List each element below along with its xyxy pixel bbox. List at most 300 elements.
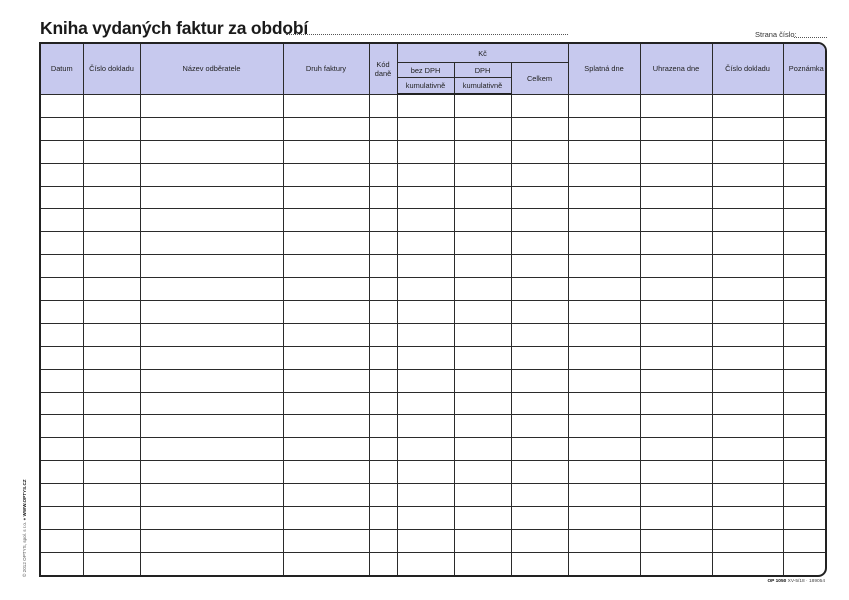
table-cell[interactable] — [83, 529, 140, 552]
table-cell[interactable] — [41, 209, 83, 232]
table-cell[interactable] — [454, 529, 511, 552]
table-cell[interactable] — [640, 301, 712, 324]
table-cell[interactable] — [568, 346, 640, 369]
table-row — [41, 140, 827, 163]
table-row — [41, 117, 827, 140]
table-cell[interactable] — [712, 484, 783, 507]
table-cell[interactable] — [283, 461, 369, 484]
table-cell[interactable] — [783, 117, 827, 140]
table-cell[interactable] — [41, 232, 83, 255]
table-cell[interactable] — [140, 140, 283, 163]
table-cell[interactable] — [283, 484, 369, 507]
table-cell[interactable] — [568, 94, 640, 117]
table-cell[interactable] — [41, 529, 83, 552]
table-cell[interactable] — [454, 369, 511, 392]
table-cell[interactable] — [511, 163, 568, 186]
table-cell[interactable] — [454, 232, 511, 255]
table-cell[interactable] — [511, 186, 568, 209]
table-cell[interactable] — [41, 346, 83, 369]
table-cell[interactable] — [369, 163, 397, 186]
table-cell[interactable] — [511, 209, 568, 232]
col-header-druh-faktury: Druh faktury — [283, 44, 369, 94]
table-cell[interactable] — [454, 117, 511, 140]
table-cell[interactable] — [511, 438, 568, 461]
table-cell[interactable] — [41, 507, 83, 530]
table-cell[interactable] — [454, 346, 511, 369]
table-cell[interactable] — [140, 232, 283, 255]
table-cell[interactable] — [41, 255, 83, 278]
table-cell[interactable] — [783, 163, 827, 186]
table-cell[interactable] — [369, 255, 397, 278]
table-cell[interactable] — [568, 140, 640, 163]
table-cell[interactable] — [454, 209, 511, 232]
table-cell[interactable] — [283, 507, 369, 530]
table-cell[interactable] — [568, 461, 640, 484]
table-cell[interactable] — [140, 94, 283, 117]
table-cell[interactable] — [83, 278, 140, 301]
table-cell[interactable] — [783, 255, 827, 278]
table-cell[interactable] — [712, 255, 783, 278]
table-cell[interactable] — [397, 255, 454, 278]
table-body — [41, 94, 827, 575]
table-cell[interactable] — [41, 392, 83, 415]
col-group-kc: Kč — [397, 44, 568, 63]
col-header-poznamka: Poznámka — [783, 44, 827, 94]
table-cell[interactable] — [640, 278, 712, 301]
table-cell[interactable] — [41, 323, 83, 346]
table-cell[interactable] — [783, 461, 827, 484]
table-cell[interactable] — [712, 438, 783, 461]
form-code-version: XV-5/18 · 189054 — [787, 579, 825, 584]
table-cell[interactable] — [640, 94, 712, 117]
table-cell[interactable] — [783, 94, 827, 117]
table-cell[interactable] — [283, 369, 369, 392]
table-cell[interactable] — [783, 140, 827, 163]
table-cell[interactable] — [283, 552, 369, 574]
table-cell[interactable] — [783, 232, 827, 255]
table-cell[interactable] — [568, 232, 640, 255]
table-cell[interactable] — [511, 484, 568, 507]
table-cell[interactable] — [511, 301, 568, 324]
side-credit — [22, 479, 27, 577]
form-code — [767, 579, 825, 584]
table-cell[interactable] — [783, 209, 827, 232]
table-cell[interactable] — [568, 529, 640, 552]
table-cell[interactable] — [83, 346, 140, 369]
table-cell[interactable] — [140, 438, 283, 461]
table-cell[interactable] — [454, 278, 511, 301]
table-cell[interactable] — [712, 94, 783, 117]
table-cell[interactable] — [397, 163, 454, 186]
table-cell[interactable] — [369, 529, 397, 552]
table-cell[interactable] — [369, 369, 397, 392]
table-cell[interactable] — [283, 415, 369, 438]
table-cell[interactable] — [511, 117, 568, 140]
table-cell[interactable] — [397, 323, 454, 346]
table-cell[interactable] — [140, 255, 283, 278]
table-cell[interactable] — [712, 415, 783, 438]
table-cell[interactable] — [712, 507, 783, 530]
table-cell[interactable] — [83, 415, 140, 438]
table-cell[interactable] — [640, 209, 712, 232]
table-row — [41, 186, 827, 209]
table-cell[interactable] — [283, 346, 369, 369]
table-cell[interactable] — [140, 209, 283, 232]
table-cell[interactable] — [283, 140, 369, 163]
page-number-label: Strana číslo: — [755, 30, 797, 39]
table-cell[interactable] — [568, 369, 640, 392]
table-cell[interactable] — [640, 346, 712, 369]
table-cell[interactable] — [454, 438, 511, 461]
table-cell[interactable] — [783, 323, 827, 346]
table-cell[interactable] — [783, 186, 827, 209]
table-cell[interactable] — [41, 415, 83, 438]
table-cell[interactable] — [712, 301, 783, 324]
table-cell[interactable] — [369, 484, 397, 507]
table-cell[interactable] — [83, 507, 140, 530]
table-cell[interactable] — [140, 163, 283, 186]
table-cell[interactable] — [283, 117, 369, 140]
table-cell[interactable] — [511, 507, 568, 530]
table-cell[interactable] — [397, 117, 454, 140]
table-cell[interactable] — [511, 94, 568, 117]
col-header-celkem: Celkem — [511, 63, 568, 95]
page-number-fill-line — [794, 37, 827, 38]
table-cell[interactable] — [712, 346, 783, 369]
table-cell[interactable] — [568, 323, 640, 346]
table-cell[interactable] — [41, 301, 83, 324]
table-cell[interactable] — [83, 209, 140, 232]
table-row — [41, 369, 827, 392]
table-cell[interactable] — [568, 392, 640, 415]
table-cell[interactable] — [783, 507, 827, 530]
table-cell[interactable] — [783, 392, 827, 415]
table-cell[interactable] — [454, 163, 511, 186]
table-cell[interactable] — [41, 369, 83, 392]
table-cell[interactable] — [454, 461, 511, 484]
website-text: WWW.OPTYS.CZ — [22, 479, 27, 517]
table-cell[interactable] — [397, 461, 454, 484]
table-cell[interactable] — [640, 369, 712, 392]
table-cell[interactable] — [640, 323, 712, 346]
table-cell[interactable] — [83, 94, 140, 117]
table-row — [41, 278, 827, 301]
table-cell[interactable] — [640, 415, 712, 438]
table-cell[interactable] — [454, 301, 511, 324]
table-cell[interactable] — [397, 94, 454, 117]
table-cell[interactable] — [511, 346, 568, 369]
table-cell[interactable] — [140, 369, 283, 392]
table-cell[interactable] — [783, 484, 827, 507]
table-cell[interactable] — [640, 117, 712, 140]
table-cell[interactable] — [140, 529, 283, 552]
table-cell[interactable] — [712, 163, 783, 186]
table-cell[interactable] — [83, 186, 140, 209]
col-header-nazev-odberatele: Název odběratele — [140, 44, 283, 94]
table-cell[interactable] — [454, 255, 511, 278]
table-cell[interactable] — [783, 278, 827, 301]
table-cell[interactable] — [454, 323, 511, 346]
table-cell[interactable] — [568, 278, 640, 301]
table-row — [41, 484, 827, 507]
table-cell[interactable] — [640, 461, 712, 484]
table-cell[interactable] — [83, 301, 140, 324]
table-cell[interactable] — [397, 415, 454, 438]
table-row — [41, 209, 827, 232]
table-cell[interactable] — [369, 461, 397, 484]
table-cell[interactable] — [640, 392, 712, 415]
table-cell[interactable] — [397, 392, 454, 415]
table-cell[interactable] — [712, 552, 783, 574]
table-cell[interactable] — [568, 186, 640, 209]
table-cell[interactable] — [568, 438, 640, 461]
table-cell[interactable] — [783, 529, 827, 552]
table-cell[interactable] — [397, 369, 454, 392]
table-row — [41, 415, 827, 438]
table-cell[interactable] — [369, 232, 397, 255]
table-cell[interactable] — [41, 461, 83, 484]
table-cell[interactable] — [712, 140, 783, 163]
invoice-ledger-table — [39, 42, 827, 577]
table-cell[interactable] — [397, 529, 454, 552]
table-cell[interactable] — [140, 323, 283, 346]
table-cell[interactable] — [712, 117, 783, 140]
table-cell[interactable] — [369, 392, 397, 415]
table-cell[interactable] — [454, 507, 511, 530]
table-cell[interactable] — [454, 94, 511, 117]
table-cell[interactable] — [397, 484, 454, 507]
table-cell[interactable] — [511, 255, 568, 278]
col-header-datum: Datum — [41, 44, 83, 94]
table-cell[interactable] — [568, 507, 640, 530]
table-cell[interactable] — [83, 140, 140, 163]
table-cell[interactable] — [640, 507, 712, 530]
col-header-kumulativne-dph: kumulativně — [454, 78, 511, 95]
table-cell[interactable] — [511, 232, 568, 255]
table-cell[interactable] — [83, 392, 140, 415]
table-cell[interactable] — [511, 461, 568, 484]
table-cell[interactable] — [369, 140, 397, 163]
table-row — [41, 255, 827, 278]
table-cell[interactable] — [41, 140, 83, 163]
table-cell[interactable] — [511, 529, 568, 552]
col-header-cislo-dokladu: Číslo dokladu — [83, 44, 140, 94]
table-cell[interactable] — [41, 94, 83, 117]
table-cell[interactable] — [640, 484, 712, 507]
table-cell[interactable] — [140, 186, 283, 209]
col-header-kod-dane: Kód daně — [369, 44, 397, 94]
table-cell[interactable] — [712, 278, 783, 301]
table-cell[interactable] — [83, 255, 140, 278]
table-cell[interactable] — [568, 117, 640, 140]
table-cell[interactable] — [140, 507, 283, 530]
table-row — [41, 529, 827, 552]
table-cell[interactable] — [83, 117, 140, 140]
table-cell[interactable] — [712, 369, 783, 392]
table-cell[interactable] — [511, 415, 568, 438]
table-cell[interactable] — [640, 140, 712, 163]
table-cell[interactable] — [41, 484, 83, 507]
col-header-uhrazena-dne: Uhrazena dne — [640, 44, 712, 94]
table-cell[interactable] — [511, 140, 568, 163]
table-cell[interactable] — [397, 232, 454, 255]
table-cell[interactable] — [712, 392, 783, 415]
table-cell[interactable] — [283, 255, 369, 278]
table-cell[interactable] — [568, 163, 640, 186]
table-cell[interactable] — [140, 484, 283, 507]
table-cell[interactable] — [140, 301, 283, 324]
table-row — [41, 461, 827, 484]
table-row — [41, 507, 827, 530]
table-cell[interactable] — [783, 552, 827, 574]
table-cell[interactable] — [369, 323, 397, 346]
table-cell[interactable] — [511, 323, 568, 346]
table-cell[interactable] — [283, 186, 369, 209]
col-header-kumulativne-bez-dph: kumulativně — [397, 78, 454, 95]
table-cell[interactable] — [369, 117, 397, 140]
table-cell[interactable] — [283, 209, 369, 232]
table-cell[interactable] — [712, 232, 783, 255]
table-cell[interactable] — [83, 438, 140, 461]
table-row — [41, 301, 827, 324]
table-cell[interactable] — [397, 301, 454, 324]
table-cell[interactable] — [140, 278, 283, 301]
table-cell[interactable] — [397, 507, 454, 530]
table-cell[interactable] — [41, 163, 83, 186]
table-cell[interactable] — [41, 278, 83, 301]
table-cell[interactable] — [369, 278, 397, 301]
table-cell[interactable] — [712, 209, 783, 232]
bullet-icon: ● — [22, 516, 27, 521]
table-cell[interactable] — [511, 278, 568, 301]
table-cell[interactable] — [783, 346, 827, 369]
table-cell[interactable] — [712, 529, 783, 552]
table-cell[interactable] — [283, 301, 369, 324]
table-cell[interactable] — [83, 232, 140, 255]
table-cell[interactable] — [511, 552, 568, 574]
table-cell[interactable] — [369, 415, 397, 438]
table-cell[interactable] — [454, 552, 511, 574]
table-cell[interactable] — [140, 392, 283, 415]
table-cell[interactable] — [712, 323, 783, 346]
table-cell[interactable] — [397, 186, 454, 209]
table-cell[interactable] — [640, 529, 712, 552]
form-code-number: OP 1050 — [767, 579, 787, 584]
table-cell[interactable] — [283, 323, 369, 346]
table-cell[interactable] — [283, 94, 369, 117]
table-row — [41, 94, 827, 117]
table-cell[interactable] — [41, 552, 83, 574]
table-cell[interactable] — [454, 186, 511, 209]
table-cell[interactable] — [568, 255, 640, 278]
table-cell[interactable] — [283, 529, 369, 552]
table-cell[interactable] — [369, 346, 397, 369]
col-header-bez-dph: bez DPH — [397, 63, 454, 78]
table-cell[interactable] — [83, 484, 140, 507]
table-cell[interactable] — [369, 438, 397, 461]
col-header-dph: DPH — [454, 63, 511, 78]
copyright-text: © 2012 OPTYS, spol. s r.o. — [22, 521, 27, 577]
table-cell[interactable] — [83, 552, 140, 574]
table-cell[interactable] — [283, 438, 369, 461]
table-cell[interactable] — [397, 278, 454, 301]
table-cell[interactable] — [397, 140, 454, 163]
table-cell[interactable] — [397, 552, 454, 574]
table-cell[interactable] — [41, 117, 83, 140]
title-fill-line — [286, 34, 568, 35]
table-cell[interactable] — [397, 209, 454, 232]
table-cell[interactable] — [369, 507, 397, 530]
table-cell[interactable] — [568, 415, 640, 438]
table-cell[interactable] — [640, 232, 712, 255]
table-row — [41, 232, 827, 255]
table-cell[interactable] — [712, 461, 783, 484]
table-cell[interactable] — [283, 163, 369, 186]
page-title: Kniha vydaných faktur za období — [40, 18, 309, 38]
table-cell[interactable] — [568, 552, 640, 574]
table-cell[interactable] — [140, 461, 283, 484]
table-cell[interactable] — [640, 163, 712, 186]
table-row — [41, 346, 827, 369]
table-cell[interactable] — [454, 392, 511, 415]
table-cell[interactable] — [511, 369, 568, 392]
table-cell[interactable] — [83, 163, 140, 186]
table-cell[interactable] — [397, 346, 454, 369]
table-cell[interactable] — [568, 209, 640, 232]
table-cell[interactable] — [140, 346, 283, 369]
table-cell[interactable] — [83, 461, 140, 484]
table-cell[interactable] — [140, 117, 283, 140]
table-cell[interactable] — [568, 301, 640, 324]
table-cell[interactable] — [640, 186, 712, 209]
table-cell[interactable] — [640, 255, 712, 278]
table-row — [41, 163, 827, 186]
table-cell[interactable] — [369, 209, 397, 232]
table-header — [41, 44, 827, 94]
table-cell[interactable] — [369, 186, 397, 209]
table-cell[interactable] — [454, 140, 511, 163]
table-cell[interactable] — [369, 94, 397, 117]
table-cell[interactable] — [83, 323, 140, 346]
table-cell[interactable] — [41, 438, 83, 461]
table-cell[interactable] — [369, 552, 397, 574]
table-cell[interactable] — [783, 301, 827, 324]
table-row — [41, 552, 827, 574]
table-row — [41, 438, 827, 461]
table-cell[interactable] — [640, 438, 712, 461]
table-cell[interactable] — [283, 232, 369, 255]
table-cell[interactable] — [454, 484, 511, 507]
table-cell[interactable] — [397, 438, 454, 461]
table-cell[interactable] — [783, 415, 827, 438]
table-cell[interactable] — [283, 278, 369, 301]
table-cell[interactable] — [140, 415, 283, 438]
col-header-splatna-dne: Splatná dne — [568, 44, 640, 94]
table-cell[interactable] — [783, 438, 827, 461]
table-cell[interactable] — [712, 186, 783, 209]
table-cell[interactable] — [640, 552, 712, 574]
table-cell[interactable] — [283, 392, 369, 415]
table-cell[interactable] — [568, 484, 640, 507]
table-row — [41, 323, 827, 346]
table-cell[interactable] — [454, 415, 511, 438]
table-cell[interactable] — [41, 186, 83, 209]
table-cell[interactable] — [83, 369, 140, 392]
table-cell[interactable] — [369, 301, 397, 324]
table-cell[interactable] — [783, 369, 827, 392]
table-cell[interactable] — [511, 392, 568, 415]
table-cell[interactable] — [140, 552, 283, 574]
